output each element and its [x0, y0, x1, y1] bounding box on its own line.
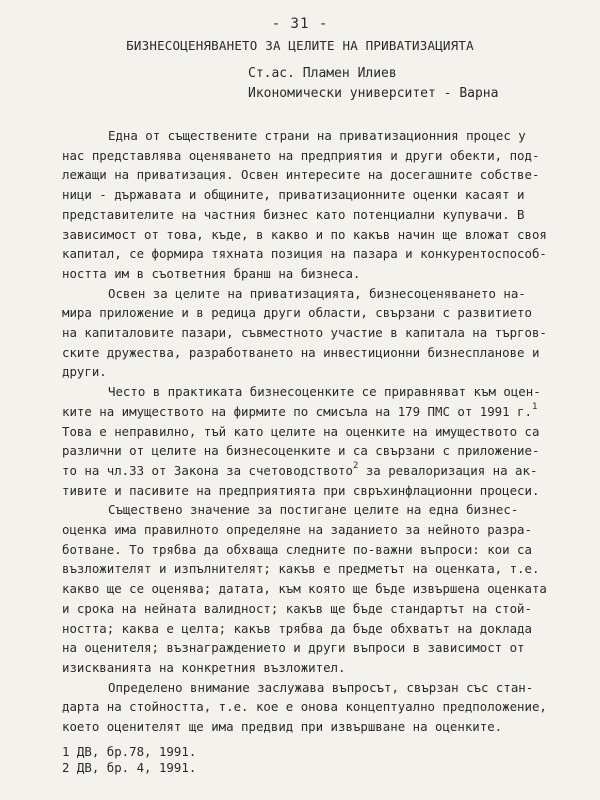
text-line: ботване. То трябва да обхваща следните по-важни въпроси: кои са [62, 541, 532, 557]
text-line: тивите и пасивите на предприятията при свръхинфлационни процеси. [62, 482, 540, 498]
text-line: различни от целите на бизнесоценките и са свързани с приложение- [62, 443, 540, 459]
text-line: и срока на нейната валидност; какъв ще бъде стандартът на стой- [62, 600, 532, 616]
text-line: Една от съществените страни на приватизационния процес у [108, 128, 526, 143]
text-line: нас представлява оценяването на предприятия и други обекти, под- [62, 147, 540, 163]
text-line: на капиталовите пазари, съвместното участие в капитала на търгов- [62, 325, 547, 341]
text-line: което оценителят ще има предвид при извършване на оценките. [62, 719, 503, 735]
text-line: капитал, се формира тяхната позиция на пазара и конкурентоспособ- [62, 246, 547, 262]
page-title: БИЗНЕСОЦЕНЯВАНЕТО ЗА ЦЕЛИТЕ НА ПРИВАТИЗАЦИЯТА [126, 38, 474, 53]
footnote-mark: 1 [531, 401, 538, 412]
text-line: зависимост от това, къде, в какво и по какъв начин ще вложат своя [62, 226, 547, 242]
text-line: Често в практиката бизнесоценките се приравняват към оцен- [108, 384, 541, 400]
text-line: Определено внимание заслужава въпросът, свързан със стан- [108, 679, 534, 695]
text-line: оценка има правилното определяне на заданието за нейното разра- [62, 522, 532, 538]
body-text [62, 126, 562, 737]
text-line: какво ще се оценява; датата, към която ще бъде извършена оценката [62, 581, 547, 597]
text-line [62, 461, 562, 481]
footnote-mark: 2 [352, 460, 359, 471]
text-line: мира приложение и в редица други области, свързани с развитието [62, 305, 532, 321]
text-line: други. [62, 364, 107, 380]
text-line: възложителят и изпълнителят; какъв е предметът на оценката, т.е. [62, 561, 540, 577]
text-line: на оценителя; възнаграждението и други въпроси в зависимост от [62, 640, 525, 656]
page-number: - 31 - [271, 16, 329, 32]
text-line: ските дружества, разработването на инвестиционни бизнеспланове и [62, 344, 540, 360]
text-segment: ките на имуществото на фирмите по смисъла на 179 ПМС от 1991 г. [62, 403, 532, 419]
text-line [62, 402, 562, 422]
text-segment: за ревалоризация на ак- [365, 462, 538, 478]
text-line: Съществено значение за постигане целите на една бизнес- [108, 502, 519, 518]
footnote: 1 ДВ, бр.78, 1991. [62, 744, 197, 759]
text-line: Това е неправилно, тъй като целите на оценките на имуществото са [62, 423, 540, 439]
author-affiliation: Икономически университет - Варна [248, 86, 499, 101]
text-line: представителите на частния бизнес като потенциални купувачи. В [62, 206, 525, 222]
text-line: Освен за целите на приватизацията, бизнесоценяването на- [108, 285, 526, 301]
author-name: Ст.ас. Пламен Илиев [248, 66, 397, 81]
text-segment: то на чл.33 от Закона за счетоводството [62, 462, 353, 478]
text-line: ници - държавата и общините, приватизационните оценки касаят и [62, 187, 525, 203]
text-line: ността; каква е целта; какъв трябва да бъде обхватът на доклада [62, 620, 532, 636]
text-line: изискванията на конкретния възложител. [62, 659, 346, 675]
text-line: дарта на стойността, т.е. кое е онова концептуално предположение, [62, 699, 547, 715]
text-line: ността им в съответния бранш на бизнеса. [62, 265, 361, 281]
footnote: 2 ДВ, бр. 4, 1991. [62, 760, 197, 775]
text-line: лежащи на приватизация. Освен интересите на досегашните собстве- [62, 167, 540, 183]
